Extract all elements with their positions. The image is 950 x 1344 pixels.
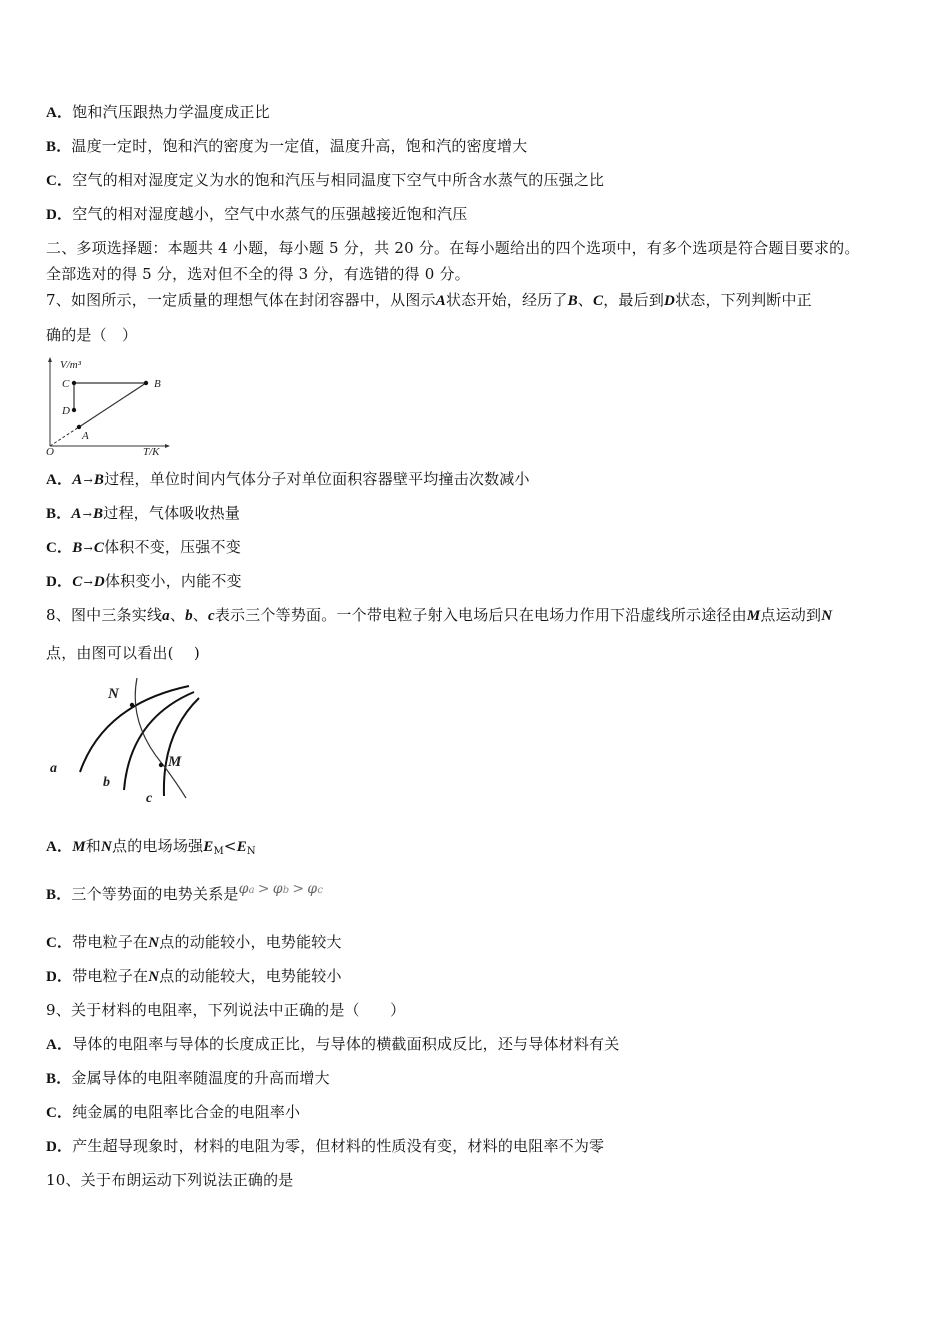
q7-stem-line2: 确的是（ ）	[46, 326, 138, 344]
svg-text:D: D	[62, 405, 70, 417]
svg-text:b: b	[103, 775, 110, 790]
q9-option-a: A．导体的电阻率与导体的长度成正比，与导体的横截面积成反比，还与导体材料有关	[46, 1035, 620, 1053]
q6-option-a: A．饱和汽压跟热力学温度成正比	[46, 103, 270, 121]
q9-option-d: D．产生超导现象时，材料的电阻为零，但材料的性质没有变，材料的电阻率不为零	[46, 1137, 605, 1155]
q8-option-c: C．带电粒子在N点的动能较小，电势能较大	[46, 933, 342, 951]
svg-text:M: M	[168, 754, 182, 770]
section-heading-line1: 二、多项选择题：本题共 4 小题，每小题 5 分，共 20 分。在每小题给出的四个选项中，有多个选项是符合题目要求的。	[46, 239, 860, 257]
q10-stem: 10、关于布朗运动下列说法正确的是	[46, 1171, 294, 1189]
q9-option-c: C．纯金属的电阻率比合金的电阻率小	[46, 1103, 301, 1121]
q7-option-a: A．A→B过程，单位时间内气体分子对单位面积容器壁平均撞击次数减小	[46, 470, 530, 488]
svg-text:N: N	[108, 686, 119, 702]
section-heading-line2: 全部选对的得 5 分，选对但不全的得 3 分，有选错的得 0 分。	[46, 265, 470, 283]
svg-text:C: C	[62, 378, 70, 390]
equipotential-figure	[44, 674, 214, 809]
svg-text:A: A	[82, 430, 89, 442]
svg-text:a: a	[50, 761, 57, 776]
q8-option-a: A．M和N点的电场场强$E_M<E_N$	[46, 837, 256, 857]
q6-option-b: B．温度一定时，饱和汽的密度为一定值，温度升高，饱和汽的密度增大	[46, 137, 528, 155]
svg-text:V/m³: V/m³	[60, 359, 82, 371]
q7-option-b: B．A→B过程，气体吸收热量	[46, 504, 241, 522]
q8-stem: 8、图中三条实线a、b、c表示三个等势面。一个带电粒子射入电场后只在电场力作用下沿虚线所示途径由M点运动到N	[46, 606, 833, 624]
q9-stem: 9、关于材料的电阻率，下列说法中正确的是（ ）	[46, 1001, 406, 1019]
svg-text:c: c	[146, 791, 153, 806]
q8-option-b: B．三个等势面的电势关系是$\varphi^a > \varphi^b > \varphi^c$	[46, 881, 324, 903]
q7-option-d: D．C→D体积变小，内能不变	[46, 572, 242, 590]
q6-option-c: C．空气的相对湿度定义为水的饱和汽压与相同温度下空气中所含水蒸气的压强之比	[46, 171, 605, 189]
svg-text:T/K: T/K	[143, 446, 160, 456]
svg-text:O: O	[46, 446, 54, 456]
q9-option-b: B．金属导体的电阻率随温度的升高而增大	[46, 1069, 330, 1087]
q7-stem: 7、如图所示，一定质量的理想气体在封闭容器中，从图示A状态开始，经历了B、C，最后到D状态，下列判断中正	[46, 291, 812, 309]
q8-stem-line2: 点，由图可以看出( )	[46, 644, 200, 662]
q8-option-d: D．带电粒子在N点的动能较大，电势能较小	[46, 967, 342, 985]
vt-diagram-figure	[44, 356, 174, 456]
q7-option-c: C．B→C体积不变，压强不变	[46, 538, 241, 556]
svg-text:B: B	[154, 378, 161, 390]
q6-option-d: D．空气的相对湿度越小，空气中水蒸气的压强越接近饱和汽压	[46, 205, 468, 223]
